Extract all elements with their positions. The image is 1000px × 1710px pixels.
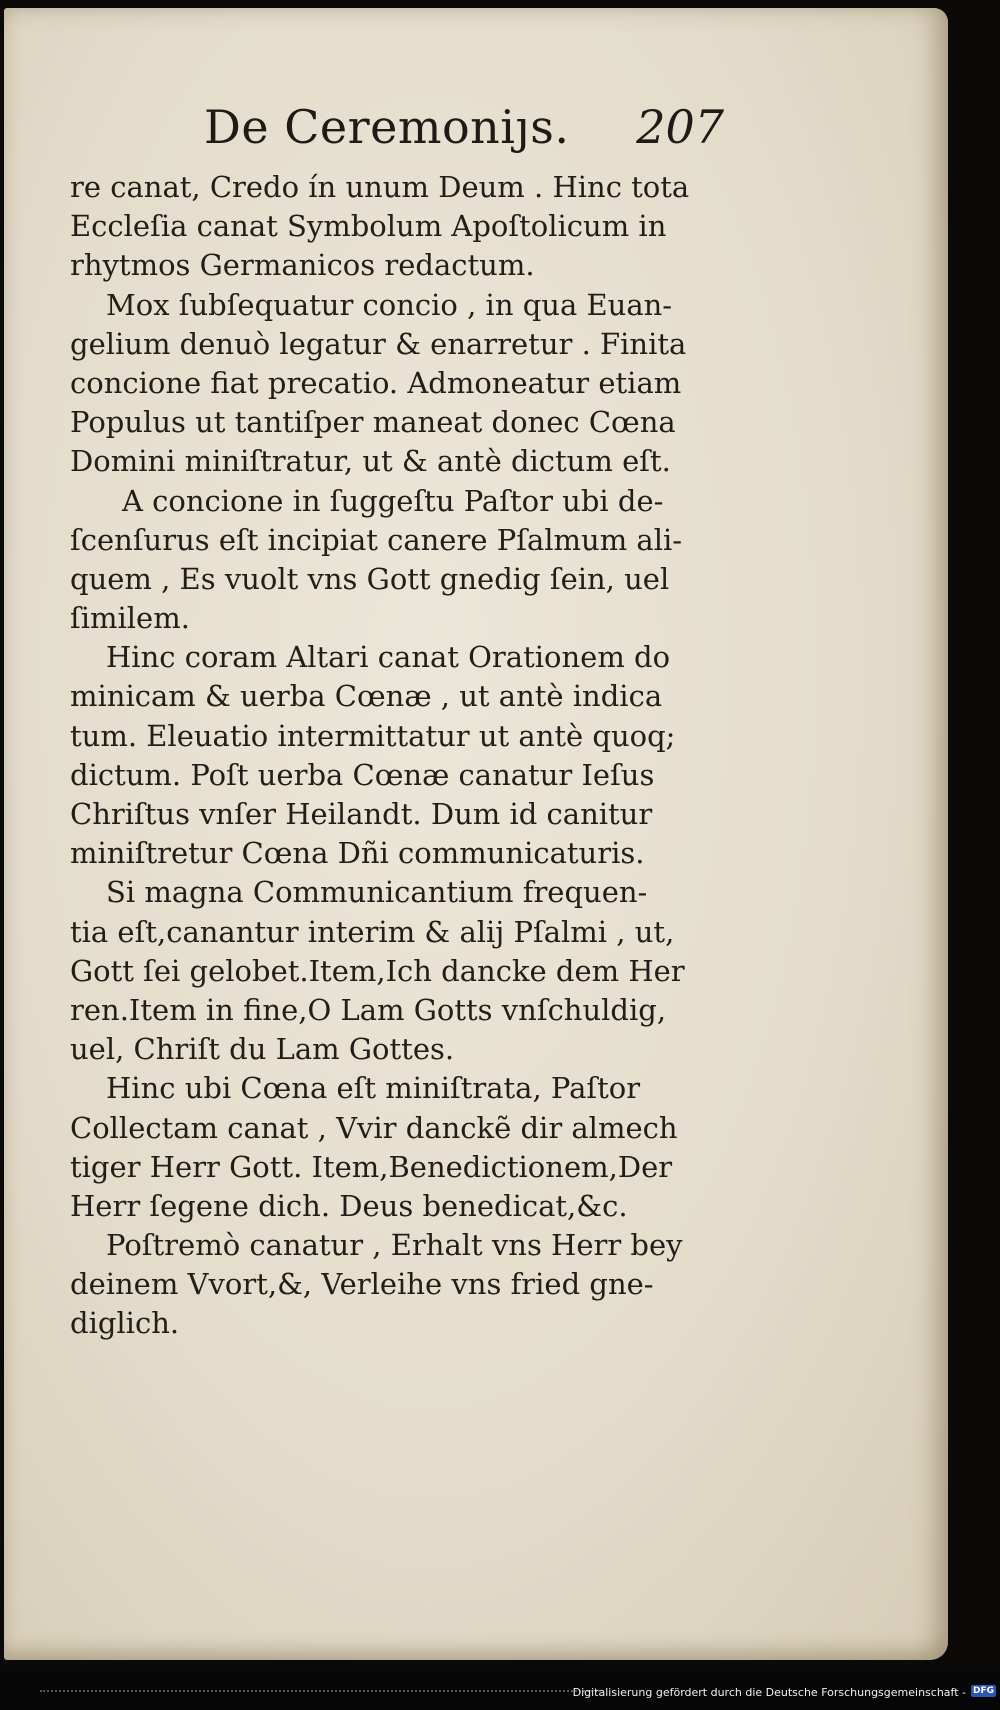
text-line: Collectam canat , Vvir danckẽ dir almech (70, 1110, 678, 1145)
dfg-logo: DFG (972, 1686, 994, 1696)
text-line: miniſtretur Cœna Dñi communicaturis. (70, 836, 645, 871)
text-line: Poſtremò canatur , Erhalt vns Herr bey (106, 1228, 683, 1263)
text-line: minicam & uerba Cœnæ , ut antè indica (70, 679, 663, 714)
text-line: Hinc ubi Cœna eſt miniſtrata, Paſtor (106, 1071, 641, 1106)
text-line: concione fiat precatio. Admoneatur etiam (70, 365, 682, 400)
running-head: De Ceremoniȷs. (204, 100, 570, 154)
digitization-credit: Digitalisierung gefördert durch die Deutsche Forschungsgemeinschaft - (572, 1686, 966, 1699)
text-line: gelium denuò legatur & enarretur . Finita (70, 326, 687, 361)
text-line: Eccleſia canat Symbolum Apoſtolicum in (70, 209, 667, 244)
page-number: 207 (636, 100, 724, 154)
text-line: Mox ſubſequatur concio , in qua Euan- (106, 287, 673, 322)
text-line: uel, Chriſt du Lam Gottes. (70, 1032, 455, 1067)
text-line: diglich. (70, 1306, 180, 1341)
text-line: re canat, Credo ín unum Deum . Hinc tota (70, 170, 690, 204)
text-line: deinem Vvort,&, Verleihe vns fried gne- (70, 1267, 654, 1302)
text-line: Populus ut tantiſper maneat donec Cœna (70, 405, 676, 440)
text-line: quem , Es vuolt vns Gott gnedig ſein, uel (70, 561, 670, 596)
text-line: rhytmos Germanicos redactum. (70, 248, 535, 283)
body-text (70, 168, 720, 1344)
text-line: Herr ſegene dich. Deus benedicat,&c. (70, 1188, 628, 1223)
text-line: ſimilem. (70, 601, 190, 636)
text-line: A concione in ſuggeſtu Paſtor ubi de- (122, 483, 664, 518)
book-page (4, 8, 948, 1660)
text-line: ſcenſurus eſt incipiat canere Pſalmum ali- (70, 522, 683, 557)
text-line: tia eſt,canantur interim & alij Pſalmi , ut, (70, 914, 675, 949)
text-line: tum. Eleuatio intermittatur ut antè quoq; (70, 718, 676, 753)
page-header (204, 100, 724, 160)
text-line: Domini miniſtratur, ut & antè dictum eſt. (70, 444, 671, 479)
text-line: Gott ſei gelobet.Item,Ich dancke dem Her (70, 953, 685, 988)
text-line: Si magna Communicantium frequen- (106, 875, 648, 910)
text-line: tiger Herr Gott. Item,Benedictionem,Der (70, 1149, 673, 1184)
text-line: ren.Item in fine,O Lam Gotts vnſchuldig, (70, 992, 667, 1027)
text-line: dictum. Poſt uerba Cœnæ canatur Ieſus (70, 757, 655, 792)
text-line: Hinc coram Altari canat Orationem do (106, 640, 671, 675)
text-line: Chriſtus vnſer Heilandt. Dum id canitur (70, 797, 653, 831)
scan-edge-divider (40, 1690, 600, 1694)
